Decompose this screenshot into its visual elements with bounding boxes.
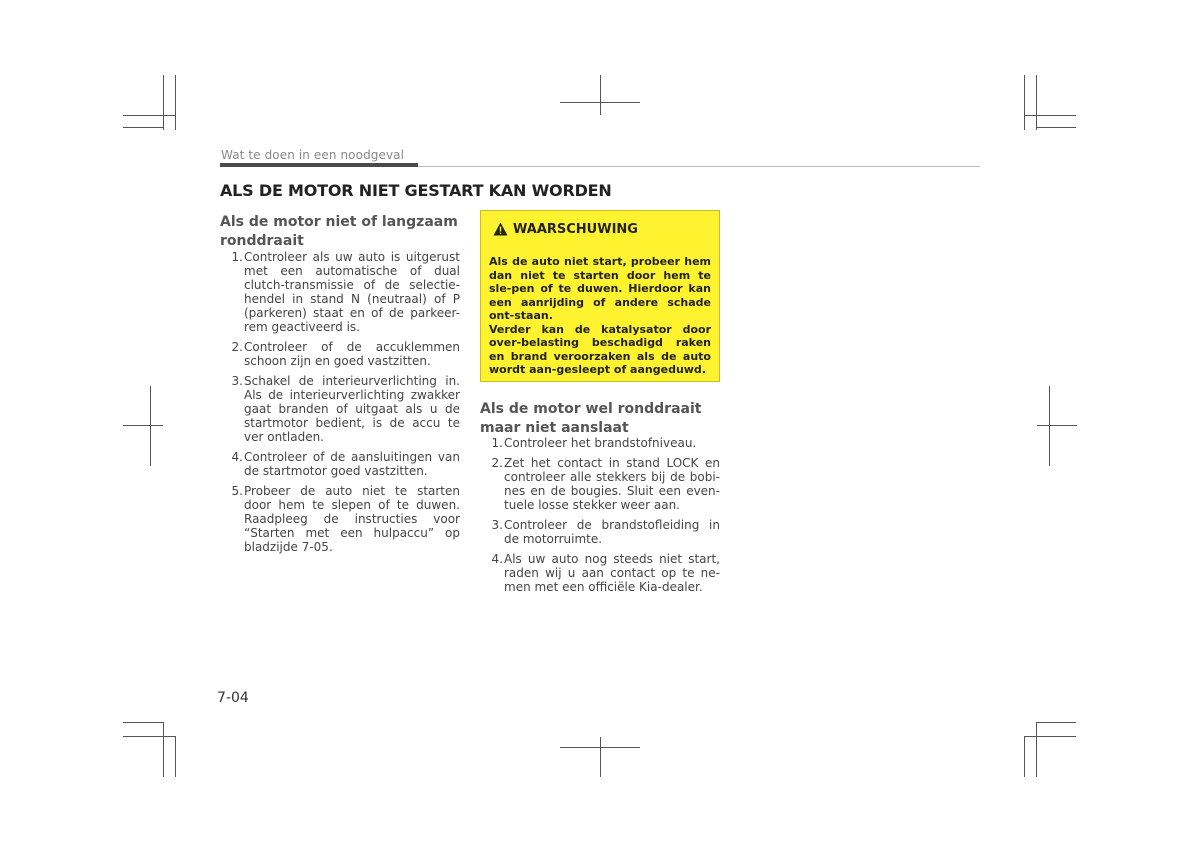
step-text: Als uw auto nog steeds niet start, raden wij u aan contact op te ne-men met een officiële Kia-dealer. — [504, 552, 720, 594]
warning-title — [493, 219, 711, 239]
step-number: 4. — [231, 450, 243, 464]
warning-triangle-icon — [493, 222, 508, 236]
section-heading-right-line2: maar niet aanslaat — [480, 420, 629, 436]
step-number: 1. — [491, 436, 503, 450]
step-number: 4. — [491, 552, 503, 566]
header-rule-light — [418, 166, 980, 167]
header-rule-dark — [220, 163, 418, 167]
step-text: Zet het contact in stand LOCK en controleer alle stekkers bij de bobi-nes en de bougies. Sluit een even-tuele losse stekker weer aan. — [504, 456, 720, 512]
step-number: 3. — [231, 374, 243, 388]
step-text: Controleer als uw auto is uitgerust met een automatische of dual clutch-transmissie of de selectie-hendel in stand N (neutraal) of P (parkeren) staat en of de parkeer-rem geactiveerd is. — [244, 250, 460, 334]
page-number: 7-04 — [217, 690, 249, 706]
list-item — [220, 250, 460, 334]
section-heading-right — [480, 400, 701, 438]
list-item — [480, 456, 720, 512]
section-heading-left — [220, 213, 458, 251]
section-heading-left-line1: Als de motor niet of langzaam — [220, 214, 458, 230]
list-item — [220, 484, 460, 554]
step-text: Probeer de auto niet te starten door hem te slepen of te duwen. Raadpleeg de instructies voor “Starten met een hulpaccu” op bladzijde 7-05. — [244, 484, 460, 554]
list-item — [220, 340, 460, 368]
step-text: Schakel de interieurverlichting in. Als de interieurverlichting zwakker gaat branden of uitgaat als u de startmotor bedient, is de accu te ver ontladen. — [244, 374, 460, 444]
steps-list-right — [480, 436, 720, 600]
step-number: 3. — [491, 518, 503, 532]
step-text: Controleer of de aansluitingen van de startmotor goed vastzitten. — [244, 450, 460, 478]
step-text: Controleer of de accuklemmen schoon zijn en goed vastzitten. — [244, 340, 460, 368]
list-item — [220, 450, 460, 478]
warning-paragraph-2: Verder kan de katalysator door over-belasting beschadigd raken en brand veroorzaken als de auto wordt aan-gesleept of aangeduwd. — [489, 322, 711, 376]
section-heading-right-line1: Als de motor wel ronddraait — [480, 401, 702, 417]
step-text: Controleer de brandstofleiding in de motorruimte. — [504, 518, 720, 546]
page-title: ALS DE MOTOR NIET GESTART KAN WORDEN — [220, 181, 612, 200]
step-number: 2. — [231, 340, 243, 354]
steps-list-left — [220, 250, 460, 560]
section-heading-left-line2: ronddraait — [220, 233, 304, 249]
warning-title-text: WAARSCHUWING — [513, 221, 638, 237]
list-item — [480, 436, 720, 450]
step-number: 1. — [231, 250, 243, 264]
warning-paragraph-1: Als de auto niet start, probeer hem dan niet te starten door hem te sle-pen of te duwen. Hierdoor kan een aanrijding of andere schade ont-staan. — [489, 255, 711, 322]
list-item — [480, 552, 720, 594]
list-item — [220, 374, 460, 444]
step-number: 2. — [491, 456, 503, 470]
step-text: Controleer het brandstofniveau. — [504, 436, 697, 450]
warning-box — [480, 210, 720, 382]
running-head: Wat te doen in een noodgeval — [221, 148, 405, 162]
list-item — [480, 518, 720, 546]
step-number: 5. — [231, 484, 243, 498]
